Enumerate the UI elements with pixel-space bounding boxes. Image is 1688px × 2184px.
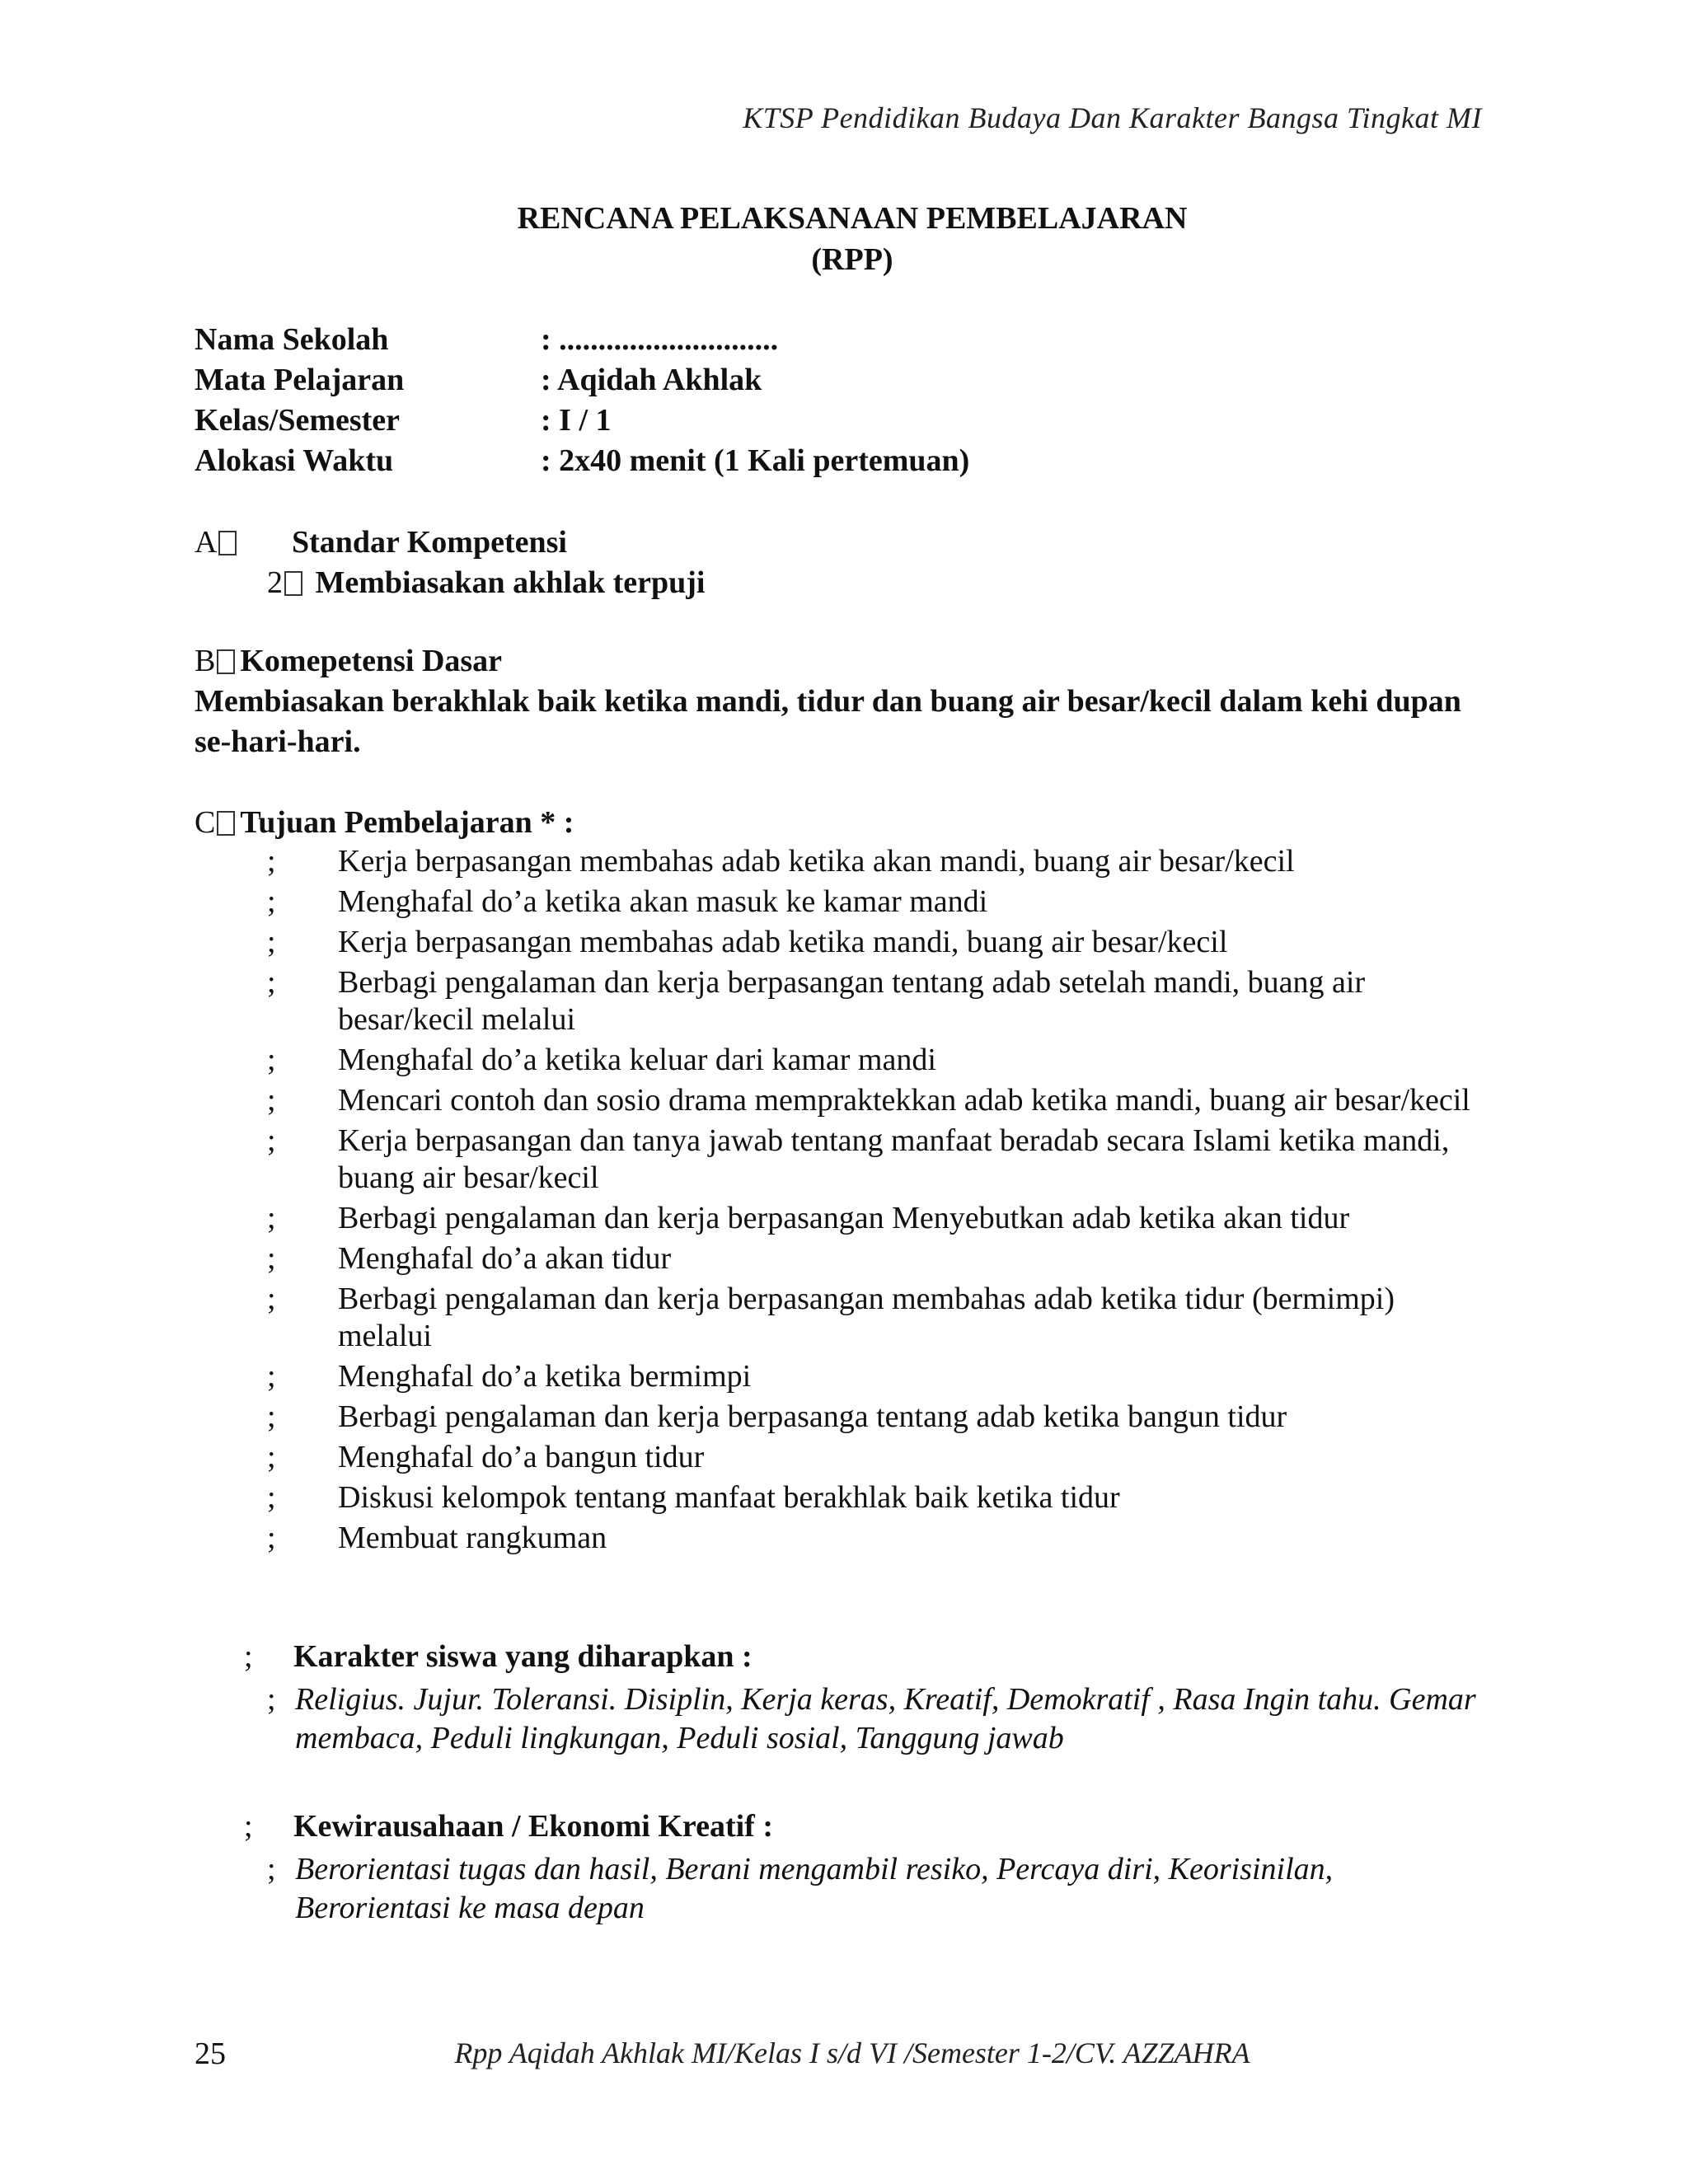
subsection-body: Berorientasi tugas dan hasil, Berani mengambil resiko, Percaya diri, Keorisinilan, Berorientasi ke masa depan: [295, 1852, 1334, 1925]
info-value: : 2x40 menit (1 Kali pertemuan): [541, 443, 970, 478]
bullet: ;: [267, 965, 276, 1000]
missing-glyph-icon: [217, 649, 235, 674]
bullet: ;: [244, 1639, 253, 1674]
list-item-text: Menghafal do’a akan tidur: [338, 1241, 672, 1276]
bullet: ;: [267, 1201, 276, 1235]
list-item-text: Diskusi kelompok tentang manfaat berakhlak baik ketika tidur: [338, 1480, 1120, 1515]
info-value: : ............................: [541, 322, 779, 357]
list-item: [195, 1439, 1480, 1476]
section-heading: Standar Kompetensi: [292, 525, 567, 560]
info-label: Kelas/Semester: [195, 403, 401, 438]
bullet: ;: [267, 1480, 276, 1515]
list-item-text: Berbagi pengalaman dan kerja berpasangan tentang adab setelah mandi, buang air besar/kecil melalui: [338, 965, 1366, 1037]
info-label: Nama Sekolah: [195, 322, 389, 357]
section-tujuan-pembelajaran: [195, 803, 1480, 1560]
identity-block: [195, 320, 969, 481]
bullet: ;: [267, 1241, 276, 1276]
list-item: [195, 883, 1480, 921]
list-item-text: Mencari contoh dan sosio drama mempraktekkan adab ketika mandi, buang air besar/kecil: [338, 1083, 1470, 1118]
section-body: Membiasakan berakhlak baik ketika mandi, tidur dan buang air besar/kecil dalam kehi dupan se-hari-hari.: [195, 684, 1461, 759]
section-letter: A: [195, 523, 292, 563]
section-karakter: [195, 1637, 1480, 1758]
list-item: [195, 1281, 1480, 1355]
list-item: [195, 1520, 1480, 1557]
subsection-body: Religius. Jujur. Toleransi. Disiplin, Kerja keras, Kreatif, Demokratif , Rasa Ingin tahu. Gemar membaca, Peduli lingkungan, Peduli sosial, Tanggung jawab: [295, 1682, 1476, 1755]
missing-glyph-icon: [218, 531, 237, 555]
goal-list: [195, 843, 1480, 1557]
list-item: [195, 1200, 1480, 1237]
list-item-text: Kerja berpasangan membahas adab ketika mandi, buang air besar/kecil: [338, 925, 1228, 959]
list-item-text: Kerja berpasangan membahas adab ketika akan mandi, buang air besar/kecil: [338, 844, 1295, 879]
section-heading: B Komepetensi Dasar: [195, 644, 503, 678]
list-item: [195, 1082, 1480, 1119]
list-item-text: Kerja berpasangan dan tanya jawab tentang manfaat beradab secara Islami ketika mandi, buang air besar/kecil: [338, 1123, 1450, 1195]
list-item-text: Menghafal do’a ketika akan masuk ke kamar mandi: [338, 884, 988, 919]
title-line-2: (RPP): [811, 242, 893, 277]
list-item: [195, 1479, 1480, 1516]
section-kompetensi-dasar: [195, 641, 1464, 762]
running-header: KTSP Pendidikan Budaya Dan Karakter Bangsa Tingkat MI: [743, 101, 1482, 134]
info-row-class: [195, 401, 969, 441]
running-footer: Rpp Aqidah Akhlak MI/Kelas I s/d VI /Semester 1-2/CV. AZZAHRA: [454, 2036, 1250, 2069]
bullet: ;: [267, 1399, 276, 1434]
list-item: [195, 1399, 1480, 1436]
list-item-text: Berbagi pengalaman dan kerja berpasangan membahas adab ketika tidur (bermimpi) melalui: [338, 1282, 1395, 1353]
document-title: [0, 198, 1688, 280]
missing-glyph-icon: [217, 811, 235, 836]
list-item-text: Berbagi pengalaman dan kerja berpasanga tentang adab ketika bangun tidur: [338, 1399, 1287, 1434]
bullet: ;: [267, 1282, 276, 1316]
section-heading: C Tujuan Pembelajaran * :: [195, 805, 574, 840]
bullet: ;: [267, 884, 276, 919]
page-number: 25: [195, 2036, 226, 2071]
list-item: [195, 1042, 1480, 1079]
bullet: ;: [267, 1359, 276, 1394]
bullet: ;: [267, 844, 276, 879]
section-standar-kompetensi: [195, 523, 705, 603]
bullet: ;: [244, 1809, 253, 1844]
missing-glyph-icon: [284, 571, 302, 596]
list-item-text: Menghafal do’a ketika bermimpi: [338, 1359, 752, 1394]
info-row-subject: [195, 360, 969, 401]
list-item: [195, 1358, 1480, 1395]
bullet: ;: [267, 1852, 276, 1886]
bullet: ;: [267, 1083, 276, 1118]
bullet: ;: [267, 1682, 276, 1717]
bullet: ;: [267, 1123, 276, 1158]
list-item: [195, 964, 1480, 1038]
section-kewirausahaan: [195, 1807, 1480, 1928]
bullet: ;: [267, 1521, 276, 1555]
subsection-heading: Kewirausahaan / Ekonomi Kreatif :: [293, 1809, 773, 1844]
competency-item: 2 Membiasakan akhlak terpuji: [267, 565, 706, 600]
info-value: : I / 1: [541, 403, 612, 438]
title-line-1: RENCANA PELAKSANAAN PEMBELAJARAN: [517, 201, 1188, 236]
bullet: ;: [267, 925, 276, 959]
info-label: Alokasi Waktu: [195, 443, 394, 478]
list-item-text: Berbagi pengalaman dan kerja berpasangan Menyebutkan adab ketika akan tidur: [338, 1201, 1350, 1235]
bullet: ;: [267, 1043, 276, 1077]
subsection-heading: Karakter siswa yang diharapkan :: [293, 1639, 753, 1674]
list-item: [195, 843, 1480, 880]
list-item: [195, 1122, 1480, 1197]
list-item-text: Menghafal do’a ketika keluar dari kamar mandi: [338, 1043, 936, 1077]
list-item: [195, 924, 1480, 961]
info-value: : Aqidah Akhlak: [541, 363, 762, 397]
info-row-school: [195, 320, 969, 360]
info-row-time: [195, 441, 969, 481]
list-item-text: Membuat rangkuman: [338, 1521, 607, 1555]
list-item-text: Menghafal do’a bangun tidur: [338, 1440, 705, 1474]
bullet: ;: [267, 1440, 276, 1474]
list-item: [195, 1240, 1480, 1277]
info-label: Mata Pelajaran: [195, 363, 405, 397]
